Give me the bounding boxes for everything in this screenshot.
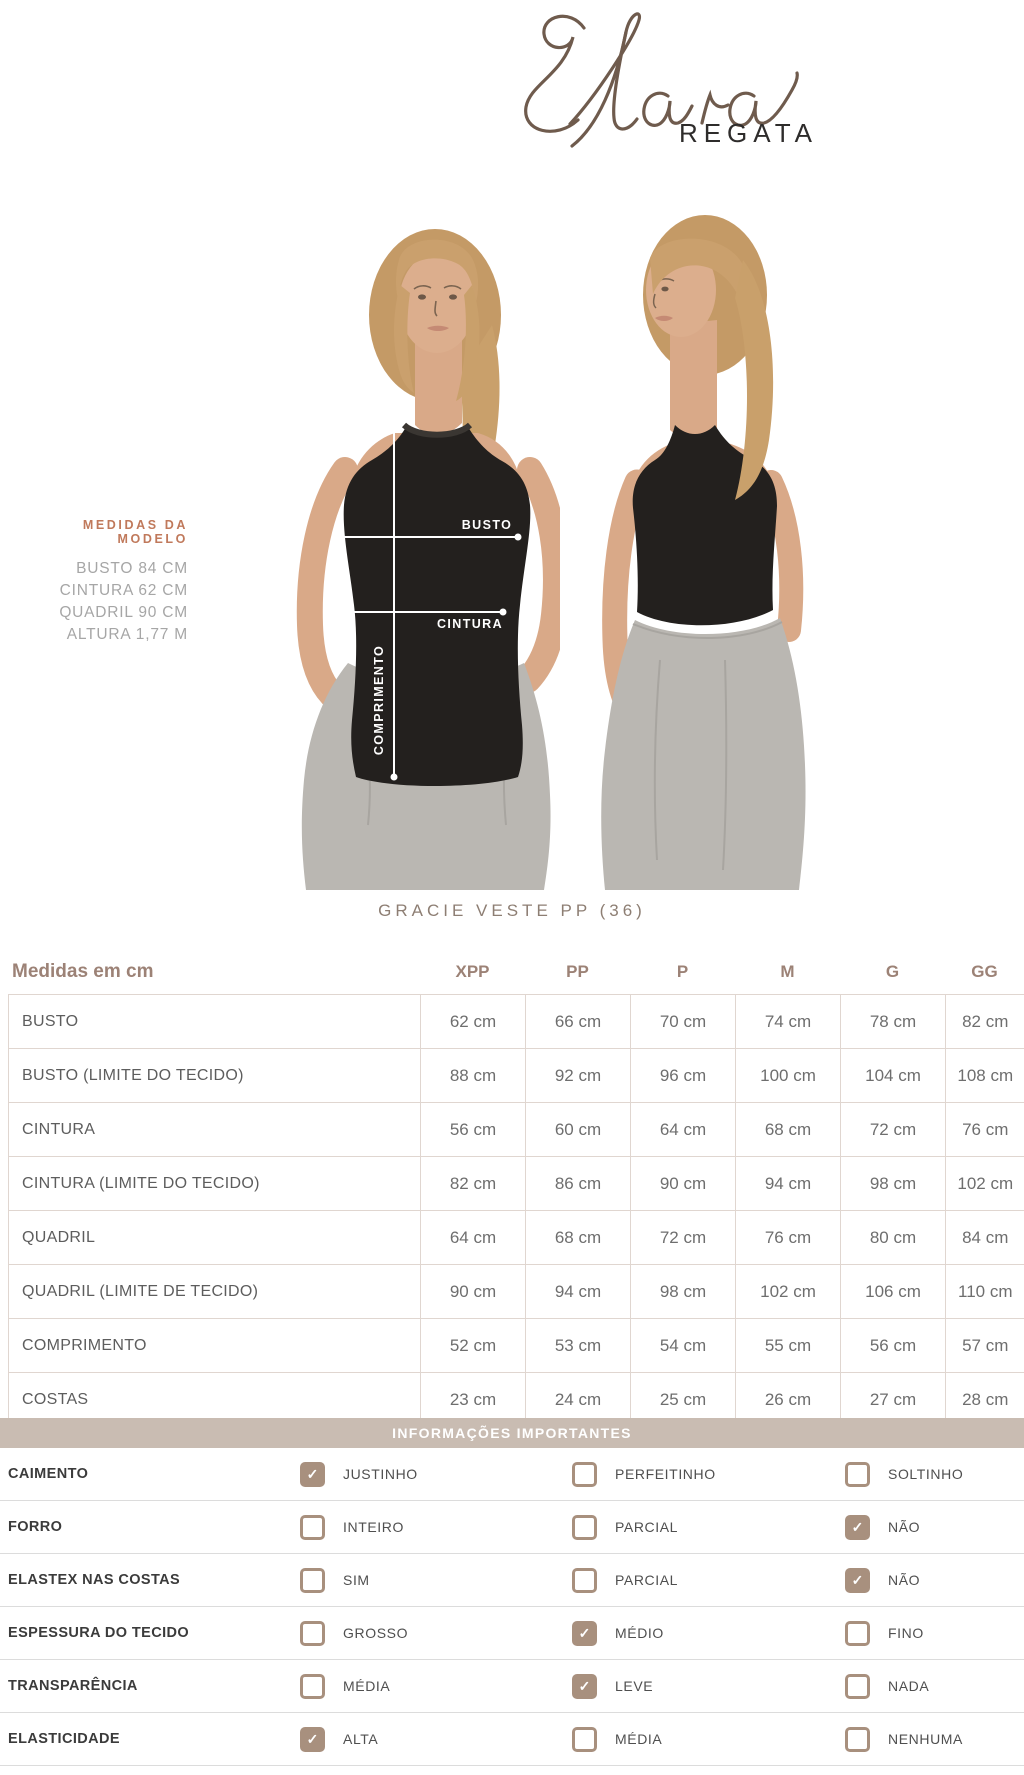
info-option — [300, 1448, 418, 1500]
size-cell: 90 cm — [421, 1265, 526, 1319]
size-table-row — [9, 1103, 1024, 1157]
info-option — [572, 1660, 653, 1712]
size-cell: 54 cm — [631, 1319, 736, 1373]
info-option-label: INTEIRO — [343, 1519, 404, 1535]
info-option-label: MÉDIO — [615, 1625, 664, 1641]
column-header-xpp: XPP — [455, 962, 490, 981]
info-row — [0, 1660, 1024, 1713]
trousers-back — [601, 618, 805, 890]
info-option-label: PERFEITINHO — [615, 1466, 716, 1482]
size-table-header — [8, 950, 1024, 994]
info-option — [845, 1501, 920, 1553]
waist-annotation: CINTURA — [436, 617, 504, 631]
info-option-label: ALTA — [343, 1731, 379, 1747]
size-cell: 84 cm — [946, 1211, 1024, 1265]
checkbox-unchecked-icon — [845, 1727, 870, 1752]
model-bust: BUSTO 84 CM — [76, 560, 188, 577]
size-table-row — [9, 1211, 1024, 1265]
info-option-label: PARCIAL — [615, 1572, 679, 1588]
checkbox-unchecked-icon — [845, 1674, 870, 1699]
column-header-g: G — [885, 962, 900, 981]
size-row-label: BUSTO (LIMITE DO TECIDO) — [9, 1049, 421, 1103]
size-cell: 94 cm — [526, 1265, 631, 1319]
bust-annotation: BUSTO — [461, 518, 513, 532]
info-row — [0, 1607, 1024, 1660]
size-cell: 66 cm — [526, 995, 631, 1049]
info-option — [572, 1607, 664, 1659]
size-cell: 98 cm — [631, 1265, 736, 1319]
size-row-label: COMPRIMENTO — [9, 1319, 421, 1373]
info-option — [572, 1713, 662, 1765]
info-row — [0, 1713, 1024, 1766]
column-header-gg: GG — [971, 962, 998, 981]
size-cell: 96 cm — [631, 1049, 736, 1103]
size-cell: 106 cm — [841, 1265, 946, 1319]
info-option-label: NÃO — [888, 1572, 921, 1588]
size-cell: 76 cm — [946, 1103, 1024, 1157]
column-header-p: P — [676, 962, 689, 981]
info-option-label: NADA — [888, 1678, 930, 1694]
column-header-pp: PP — [566, 962, 589, 981]
checkbox-unchecked-icon — [300, 1621, 325, 1646]
info-option — [845, 1448, 963, 1500]
info-option-label: GROSSO — [343, 1625, 409, 1641]
column-header-m: M — [780, 962, 795, 981]
size-cell: 60 cm — [526, 1103, 631, 1157]
size-cell: 68 cm — [526, 1211, 631, 1265]
checkbox-unchecked-icon — [572, 1727, 597, 1752]
size-cell: 88 cm — [421, 1049, 526, 1103]
size-cell: 90 cm — [631, 1157, 736, 1211]
checkbox-checked-icon: ✓ — [300, 1462, 325, 1487]
info-row — [0, 1448, 1024, 1501]
important-info-banner: INFORMAÇÕES IMPORTANTES — [0, 1418, 1024, 1448]
info-option-label: MÉDIA — [343, 1678, 391, 1694]
info-option-label: SIM — [343, 1572, 370, 1588]
info-row-label: CAIMENTO — [8, 1466, 89, 1482]
info-option — [572, 1448, 716, 1500]
info-row-label: FORRO — [8, 1519, 63, 1535]
checkbox-unchecked-icon — [572, 1568, 597, 1593]
info-option — [300, 1713, 378, 1765]
size-cell: 72 cm — [841, 1103, 946, 1157]
checkbox-checked-icon: ✓ — [300, 1727, 325, 1752]
photo-caption: GRACIE VESTE PP (36) — [378, 901, 646, 920]
size-cell: 56 cm — [841, 1319, 946, 1373]
info-option-label: FINO — [888, 1625, 924, 1641]
checkbox-checked-icon: ✓ — [845, 1568, 870, 1593]
info-option — [300, 1607, 408, 1659]
size-row-label: COSTAS — [9, 1373, 421, 1427]
model-waist: CINTURA 62 CM — [59, 582, 188, 599]
size-cell: 57 cm — [946, 1319, 1024, 1373]
size-cell: 64 cm — [631, 1103, 736, 1157]
info-option — [845, 1660, 929, 1712]
model-measurements-title: MEDIDAS DA MODELO — [82, 518, 188, 546]
checkbox-checked-icon: ✓ — [572, 1674, 597, 1699]
size-table-title: Medidas em cm — [12, 961, 154, 982]
product-subtitle: REGATA — [678, 118, 818, 148]
info-option-label: MÉDIA — [615, 1731, 663, 1747]
right-arm — [528, 470, 556, 680]
checkbox-unchecked-icon — [845, 1621, 870, 1646]
neck — [670, 320, 717, 441]
info-option — [572, 1501, 678, 1553]
info-option-label: SOLTINHO — [888, 1466, 964, 1482]
size-cell: 94 cm — [736, 1157, 841, 1211]
size-cell: 23 cm — [421, 1373, 526, 1427]
checkbox-unchecked-icon — [300, 1515, 325, 1540]
size-table-row — [9, 1049, 1024, 1103]
info-row — [0, 1554, 1024, 1607]
size-cell: 104 cm — [841, 1049, 946, 1103]
checkbox-unchecked-icon — [300, 1674, 325, 1699]
checkbox-unchecked-icon — [572, 1515, 597, 1540]
info-option — [300, 1660, 390, 1712]
size-table-row — [9, 1265, 1024, 1319]
info-option-label: NENHUMA — [888, 1731, 963, 1747]
checkbox-unchecked-icon — [572, 1462, 597, 1487]
model-photo-back — [575, 190, 825, 890]
size-cell: 82 cm — [946, 995, 1024, 1049]
size-cell: 78 cm — [841, 995, 946, 1049]
size-row-label: BUSTO — [9, 995, 421, 1049]
size-table-row — [9, 995, 1024, 1049]
size-cell: 72 cm — [631, 1211, 736, 1265]
size-table-section — [8, 950, 1024, 1427]
size-table — [8, 994, 1024, 1427]
info-option — [300, 1501, 404, 1553]
size-cell: 74 cm — [736, 995, 841, 1049]
size-cell: 70 cm — [631, 995, 736, 1049]
info-row-label: ESPESSURA DO TECIDO — [8, 1625, 190, 1641]
info-option — [572, 1554, 678, 1606]
size-cell: 26 cm — [736, 1373, 841, 1427]
checkbox-checked-icon: ✓ — [845, 1515, 870, 1540]
size-cell: 100 cm — [736, 1049, 841, 1103]
size-cell: 56 cm — [421, 1103, 526, 1157]
size-row-label: CINTURA — [9, 1103, 421, 1157]
info-row — [0, 1501, 1024, 1554]
size-cell: 76 cm — [736, 1211, 841, 1265]
size-cell: 80 cm — [841, 1211, 946, 1265]
checkbox-unchecked-icon — [300, 1568, 325, 1593]
size-table-row — [9, 1157, 1024, 1211]
model-hip: QUADRIL 90 CM — [59, 604, 188, 621]
size-cell: 64 cm — [421, 1211, 526, 1265]
info-row-label: ELASTICIDADE — [8, 1731, 120, 1747]
model-height: ALTURA 1,77 M — [66, 626, 188, 643]
size-row-label: QUADRIL — [9, 1211, 421, 1265]
size-cell: 82 cm — [421, 1157, 526, 1211]
info-row-label: TRANSPARÊNCIA — [8, 1678, 138, 1694]
info-row-label: ELASTEX NAS COSTAS — [8, 1572, 181, 1588]
size-cell: 102 cm — [946, 1157, 1024, 1211]
size-cell: 27 cm — [841, 1373, 946, 1427]
size-cell: 110 cm — [946, 1265, 1024, 1319]
info-option-label: LEVE — [615, 1678, 654, 1694]
size-cell: 102 cm — [736, 1265, 841, 1319]
length-annotation: COMPRIMENTO — [372, 644, 386, 756]
size-cell: 52 cm — [421, 1319, 526, 1373]
size-cell: 28 cm — [946, 1373, 1024, 1427]
info-option-label: PARCIAL — [615, 1519, 679, 1535]
info-option — [845, 1713, 963, 1765]
size-table-body — [9, 995, 1024, 1427]
checkbox-checked-icon: ✓ — [572, 1621, 597, 1646]
size-cell: 92 cm — [526, 1049, 631, 1103]
size-cell: 98 cm — [841, 1157, 946, 1211]
size-cell: 25 cm — [631, 1373, 736, 1427]
size-cell: 86 cm — [526, 1157, 631, 1211]
size-row-label: QUADRIL (LIMITE DE TECIDO) — [9, 1265, 421, 1319]
info-option-label: JUSTINHO — [343, 1466, 418, 1482]
checkbox-unchecked-icon — [845, 1462, 870, 1487]
size-cell: 108 cm — [946, 1049, 1024, 1103]
size-cell: 53 cm — [526, 1319, 631, 1373]
info-option-label: NÃO — [888, 1519, 921, 1535]
left-arm — [310, 470, 345, 695]
info-rows — [0, 1448, 1024, 1766]
size-cell: 24 cm — [526, 1373, 631, 1427]
info-option — [300, 1554, 370, 1606]
size-cell: 62 cm — [421, 995, 526, 1049]
model-photo-front — [210, 185, 560, 890]
size-table-row — [9, 1319, 1024, 1373]
model-measurements — [18, 518, 188, 646]
size-row-label: CINTURA (LIMITE DO TECIDO) — [9, 1157, 421, 1211]
info-option — [845, 1554, 920, 1606]
size-cell: 55 cm — [736, 1319, 841, 1373]
info-option — [845, 1607, 924, 1659]
size-cell: 68 cm — [736, 1103, 841, 1157]
